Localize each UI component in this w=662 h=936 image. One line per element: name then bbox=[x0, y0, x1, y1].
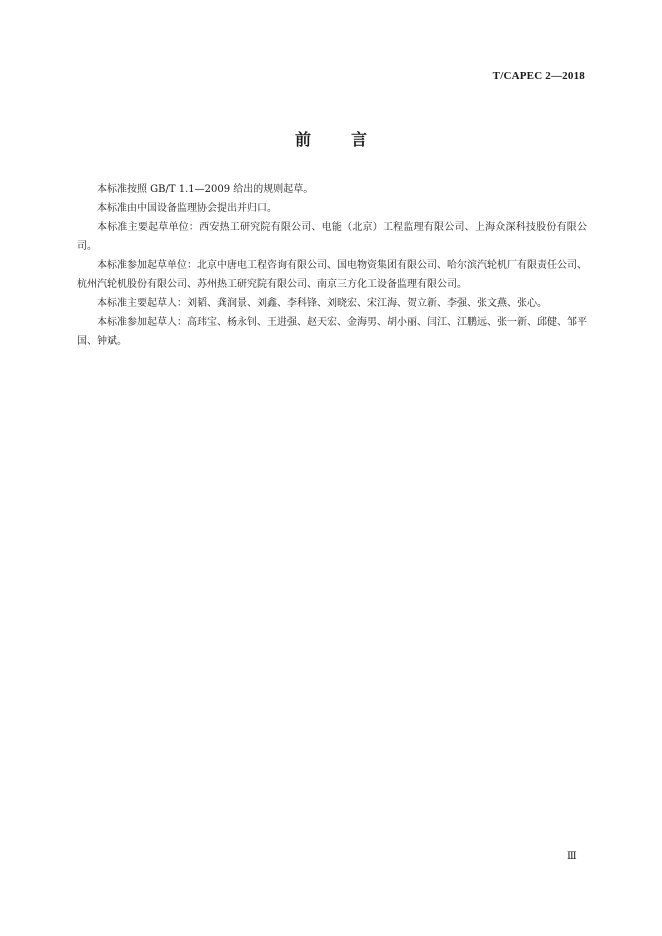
paragraph-drafting-rules: 本标准按照 GB/T 1.1—2009 给出的规则起草。 bbox=[97, 184, 314, 195]
paragraph-proposer: 本标准由中国设备监理协会提出并归口。 bbox=[97, 203, 277, 214]
paragraph-main-drafting-units: 本标准主要起草单位：西安热工研究院有限公司、电能（北京）工程监理有限公司、上海众深科技股份有限公司。 bbox=[77, 222, 587, 252]
page-title: 前言 bbox=[294, 130, 407, 149]
foreword-body bbox=[77, 180, 587, 351]
document-code: T/CAPEC 2—2018 bbox=[492, 70, 585, 82]
paragraph-participating-units: 本标准参加起草单位：北京中唐电工程咨询有限公司、国电物资集团有限公司、哈尔滨汽轮机厂有限责任公司、杭州汽轮机股份有限公司、苏州热工研究院有限公司、南京三方化工设备监理有限公司。 bbox=[77, 260, 587, 290]
paragraph-main-drafters: 本标准主要起草人：刘韬、龚润景、刘鑫、李科锋、刘晓宏、宋江海、贺立新、李强、张文燕、张心。 bbox=[97, 298, 547, 309]
paragraph-participating-drafters: 本标准参加起草人：高玮宝、杨永钊、王进强、赵天宏、金海男、胡小丽、闫江、江鹏远、张一新、邱健、邹平国、钟斌。 bbox=[77, 317, 587, 347]
page-number: Ⅲ bbox=[567, 851, 577, 862]
